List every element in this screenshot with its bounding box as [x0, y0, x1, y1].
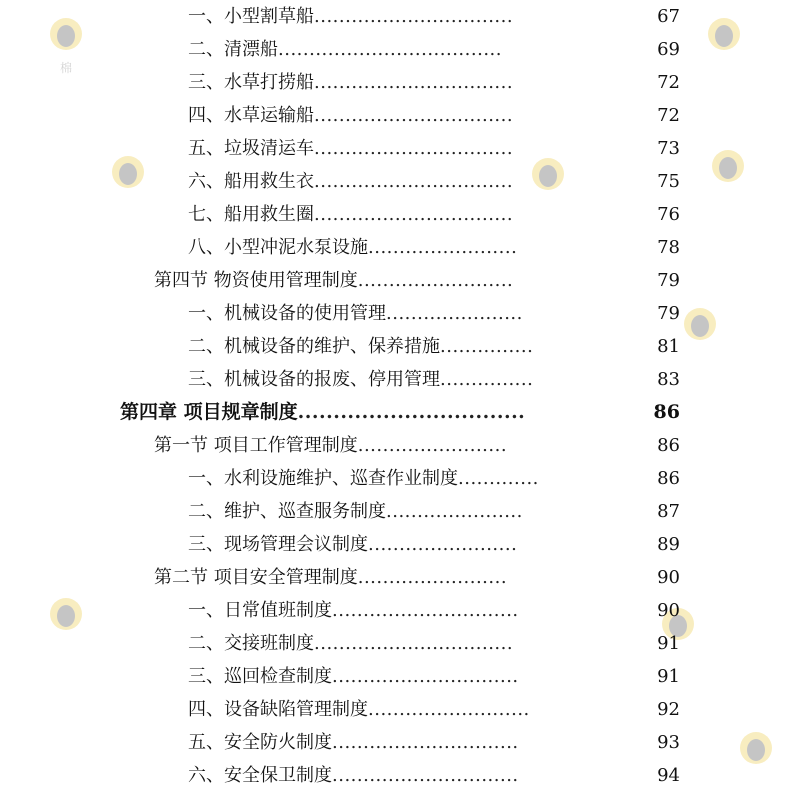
toc-entry-page: 90	[657, 567, 680, 588]
toc-entry-leader: ......................	[386, 501, 523, 522]
toc-entry-leader: ..............................	[332, 666, 519, 687]
toc-entry[interactable]	[188, 330, 680, 363]
toc-entry-title: 二、机械设备的维护、保养措施	[188, 336, 440, 357]
toc-entry[interactable]	[188, 693, 680, 726]
toc-entry[interactable]	[188, 0, 680, 33]
toc-entry-page: 86	[657, 435, 680, 456]
watermark-bee-icon	[100, 148, 156, 218]
toc-entry-leader: ..............................	[332, 765, 519, 786]
toc-entry-title: 二、清漂船	[188, 39, 278, 60]
toc-entry-page: 81	[657, 336, 680, 357]
watermark-bee-icon	[672, 300, 728, 370]
toc-entry-leader: ................................	[314, 204, 514, 225]
toc-entry-title: 六、船用救生衣	[188, 171, 314, 192]
toc-entry-title: 一、小型割草船	[188, 6, 314, 27]
toc-entry[interactable]	[188, 528, 680, 561]
toc-entry-page: 86	[657, 468, 680, 489]
toc-entry-page: 83	[657, 369, 680, 390]
toc-entry-leader: .............	[458, 468, 539, 489]
toc-entry-page: 79	[657, 270, 680, 291]
toc-entry-page: 92	[657, 699, 680, 720]
toc-entry-title: 六、安全保卫制度	[188, 765, 332, 786]
toc-entry-page: 75	[657, 171, 680, 192]
toc-entry-leader: ........................	[357, 435, 508, 456]
watermark-bee-icon	[38, 10, 94, 80]
toc-section-title: 第一节 项目工作管理制度	[154, 435, 358, 456]
watermark-bee-icon	[696, 10, 752, 80]
toc-entry-page: 93	[657, 732, 680, 753]
toc-entry-leader: ................................	[314, 633, 514, 654]
toc-entry[interactable]	[188, 198, 680, 231]
toc-entry-leader: ...............	[440, 369, 534, 390]
toc-entry-leader: ........................	[368, 534, 518, 555]
toc-entry-page: 67	[657, 6, 680, 27]
svg-text:棉: 棉	[59, 61, 73, 75]
toc-entry-title: 四、水草运输船	[188, 105, 314, 126]
toc-entry[interactable]	[188, 132, 680, 165]
toc-entry-title: 八、小型冲泥水泵设施	[188, 237, 368, 258]
watermark-bee-icon	[700, 142, 756, 212]
toc-entry-leader: ................................	[314, 105, 514, 126]
toc-section-title: 第二节 项目安全管理制度	[154, 567, 358, 588]
toc-entry[interactable]	[188, 759, 680, 792]
toc-entry-leader: ................................	[297, 401, 526, 423]
toc-entry-title: 五、垃圾清运车	[188, 138, 314, 159]
toc-entry[interactable]	[188, 660, 680, 693]
toc-section[interactable]	[154, 561, 680, 594]
toc-entry-title: 二、维护、巡查服务制度	[188, 501, 386, 522]
toc-entry-page: 86	[653, 401, 680, 423]
toc-entry[interactable]	[188, 165, 680, 198]
toc-entry-leader: ................................	[314, 6, 514, 27]
toc-entry-leader: ..............................	[332, 600, 519, 621]
toc-entry-title: 三、机械设备的报废、停用管理	[188, 369, 440, 390]
toc-chapter-title: 第四章 项目规章制度	[120, 401, 298, 423]
toc-entry-leader: ..............................	[332, 732, 519, 753]
toc-entry-page: 69	[657, 39, 680, 60]
toc-entry-leader: ......................	[386, 303, 523, 324]
toc-entry-page: 90	[657, 600, 680, 621]
toc-entry-leader: ...............	[440, 336, 534, 357]
watermark-bee-icon	[728, 724, 784, 794]
toc-entry-leader: ....................................	[278, 39, 502, 60]
toc-entry[interactable]	[188, 66, 680, 99]
toc-entry-page: 79	[657, 303, 680, 324]
watermark-bee-icon	[38, 590, 94, 660]
toc-entry[interactable]	[188, 462, 680, 495]
toc-entry-page: 89	[657, 534, 680, 555]
toc-entry-title: 一、日常值班制度	[188, 600, 332, 621]
toc-entry-title: 三、水草打捞船	[188, 72, 314, 93]
toc-entry-leader: ................................	[314, 171, 514, 192]
toc-entry-page: 73	[657, 138, 680, 159]
toc-chapter[interactable]	[120, 396, 680, 429]
toc-entry-title: 二、交接班制度	[188, 633, 314, 654]
toc-entry-leader: .........................	[357, 270, 514, 291]
toc-entry[interactable]	[188, 231, 680, 264]
toc-entry-title: 五、安全防火制度	[188, 732, 332, 753]
toc-entry-page: 94	[657, 765, 680, 786]
toc-section[interactable]	[154, 429, 680, 462]
toc-entry-title: 三、现场管理会议制度	[188, 534, 368, 555]
toc-entry[interactable]	[188, 33, 680, 66]
toc-entry[interactable]	[188, 99, 680, 132]
toc-entry-title: 四、设备缺陷管理制度	[188, 699, 368, 720]
toc-entry[interactable]	[188, 594, 680, 627]
toc-entry-leader: ........................	[357, 567, 508, 588]
toc-entry-page: 87	[657, 501, 680, 522]
toc-entry-page: 91	[657, 666, 680, 687]
toc-entry-leader: ........................	[368, 237, 518, 258]
toc-entry-page: 72	[657, 72, 680, 93]
toc-entry-leader: ..........................	[368, 699, 530, 720]
toc-section[interactable]	[154, 264, 680, 297]
toc-entry[interactable]	[188, 297, 680, 330]
toc-entry-page: 91	[657, 633, 680, 654]
toc-entry[interactable]	[188, 726, 680, 759]
toc-entry-page: 76	[657, 204, 680, 225]
toc-entry[interactable]	[188, 363, 680, 396]
toc-entry-title: 一、机械设备的使用管理	[188, 303, 386, 324]
toc-entry-page: 78	[657, 237, 680, 258]
toc-entry[interactable]	[188, 495, 680, 528]
toc-entry-title: 一、水利设施维护、巡查作业制度	[188, 468, 458, 489]
toc-entry-page: 72	[657, 105, 680, 126]
toc-entry[interactable]	[188, 627, 680, 660]
toc-entry-title: 七、船用救生圈	[188, 204, 314, 225]
toc-entry-title: 三、巡回检查制度	[188, 666, 332, 687]
toc-section-title: 第四节 物资使用管理制度	[154, 270, 358, 291]
toc-entry-leader: ................................	[314, 138, 514, 159]
toc-entry-leader: ................................	[314, 72, 514, 93]
